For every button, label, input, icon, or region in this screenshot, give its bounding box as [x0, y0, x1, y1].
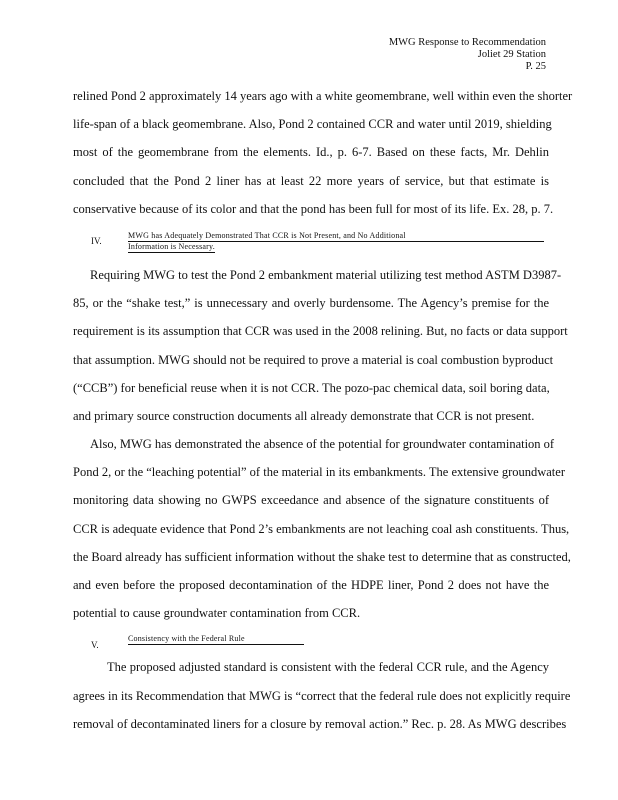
text-line: Also, MWG has demonstrated the absence of the potential for groundwater contamination of — [90, 437, 555, 452]
section-number: IV. — [91, 235, 102, 246]
text-line: (“CCB”) for beneficial reuse when it is not CCR. The pozo-pac chemical data, soil boring data, — [73, 380, 550, 395]
section-title-line: MWG has Adequately Demonstrated That CCR is Not Present, and No Additional — [128, 231, 544, 242]
paragraph-groundwater — [73, 435, 571, 632]
section-title-line: Consistency with the Federal Rule — [128, 634, 304, 645]
text-line: agrees in its Recommendation that MWG is “correct that the federal rule does not explicitly require — [73, 688, 571, 703]
text-line: removal of decontaminated liners for a closure by removal action.” Rec. p. 28. As MWG describes — [73, 716, 567, 731]
text-line: conservative because of its color and that the pond has been full for most of its life. Ex. 28, p. 7. — [73, 201, 554, 216]
paragraph-federal-rule — [73, 658, 571, 743]
page-number: P. 25 — [525, 61, 546, 72]
section-title — [128, 634, 546, 645]
document-body — [73, 87, 573, 743]
text-line: 85, or the “shake test,” is unnecessary and overly burdensome. The Agency’s premise for the — [73, 296, 549, 311]
text-line: the Board already has sufficient information without the shake test to determine that as constructed, — [73, 549, 571, 564]
text-line: life-span of a black geomembrane. Also, Pond 2 contained CCR and water until 2019, shielding — [73, 117, 552, 132]
section-title — [128, 231, 546, 253]
text-line: CCR is adequate evidence that Pond 2’s embankments are not leaching coal ash constituents. Thus, — [73, 521, 570, 536]
section-title-line: Information is Necessary. — [128, 241, 215, 251]
header-station: Joliet 29 Station — [477, 49, 546, 60]
text-line: relined Pond 2 approximately 14 years ago with a white geomembrane, well within even the shorter — [73, 89, 573, 103]
section-heading-v — [73, 632, 549, 658]
text-line: Requiring MWG to test the Pond 2 embankment material utilizing test method ASTM D3987- — [90, 267, 562, 282]
paragraph-shake-test — [73, 266, 568, 435]
text-line: Pond 2, or the “leaching potential” of the material in its embankments. The extensive groundwater — [73, 465, 565, 480]
text-line: that assumption. MWG should not be required to prove a material is coal combustion byproduct — [73, 352, 554, 367]
text-line: requirement is its assumption that CCR was used in the 2008 relining. But, no facts or data support — [73, 324, 568, 339]
text-line: potential to cause groundwater contamination from CCR. — [73, 606, 361, 621]
page-header — [389, 37, 546, 73]
text-line: and primary source construction documents all already demonstrate that CCR is not present. — [73, 408, 535, 423]
text-line: monitoring data showing no GWPS exceedance and absence of the signature constituents of — [73, 493, 549, 508]
text-line: The proposed adjusted standard is consistent with the federal CCR rule, and the Agency — [107, 660, 549, 675]
paragraph-liner-life — [73, 87, 573, 228]
header-title: MWG Response to Recommendation — [388, 37, 546, 48]
section-heading-iv — [73, 228, 549, 266]
text-line: and even before the proposed decontamination of the HDPE liner, Pond 2 does not have the — [73, 578, 549, 592]
text-line: concluded that the Pond 2 liner has at least 22 more years of service, but that estimate is — [73, 173, 549, 188]
text-line: most of the geomembrane from the elements. Id., p. 6-7. Based on these facts, Mr. Dehlin — [73, 145, 549, 160]
section-number: V. — [91, 640, 99, 651]
